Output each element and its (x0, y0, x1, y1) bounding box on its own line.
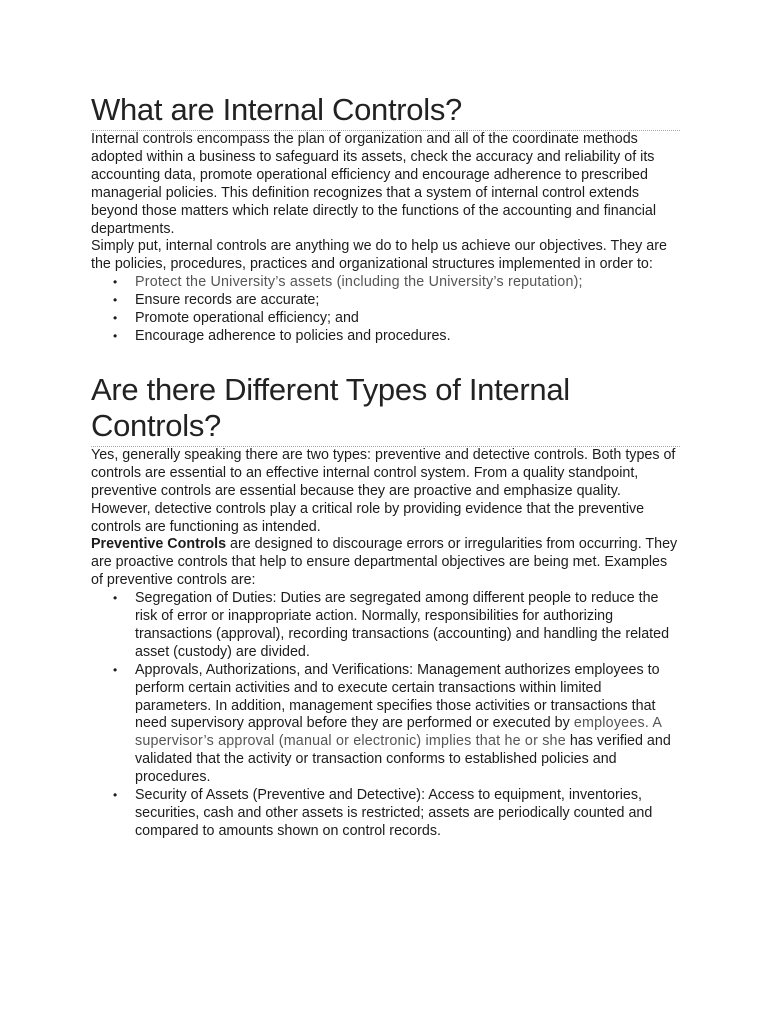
list-item (113, 787, 680, 841)
bullet-icon: • (113, 328, 118, 343)
list-item (113, 327, 680, 346)
section-heading-types-of-controls: Are there Different Types of Internal Controls? (91, 372, 680, 447)
list-item-text: Protect the University’s assets (including the University’s reputation); (135, 274, 583, 291)
list-item (113, 274, 680, 292)
section-heading-internal-controls: What are Internal Controls? (91, 92, 680, 131)
list-item (113, 292, 680, 310)
list-item-text-light: employees. A supervisor’s approval (manual or electronic) implies that he or she (135, 715, 662, 750)
list-item (113, 590, 680, 662)
bullet-icon: • (113, 293, 118, 308)
list-item-text: has verified and validated that the activity or transaction conforms to established policies and procedures. (135, 733, 671, 786)
types-paragraph: Yes, generally speaking there are two types: preventive and detective controls. Both types of controls are essential to an effective internal control system. From a quality standpoint, preventive controls are essential because they are proactive and emphasize quality. However, detective controls play a critical role by providing evidence that the preventive controls are functioning as intended. (91, 446, 676, 535)
list-item-text: Approvals, Authorizations, and Verifications: Management authorizes employees to perform certain activities and to execute certain transactions within limited parameters. In addition, management specifies those activities or transactions that need supervisory approval before they are performed or executed by (135, 661, 660, 732)
preventive-controls-description: are designed to discourage errors or irregularities from occurring. They are proactive controls that help to ensure departmental objectives are being met. Examples of preventive controls are: (91, 536, 678, 589)
bullet-icon: • (113, 275, 118, 290)
bullet-icon: • (113, 788, 118, 803)
list-item-text: Segregation of Duties: Duties are segregated among different people to reduce the risk of error or inappropriate action. Normally, responsibilities for authorizing transactions (approval), recording transactions (accounting) and handling the related asset (custody) are divided. (135, 590, 670, 660)
bullet-icon: • (113, 662, 118, 677)
list-item-text: Encourage adherence to policies and procedures. (135, 327, 451, 344)
intro-paragraph: Internal controls encompass the plan of organization and all of the coordinate methods adopted within a business to safeguard its assets, check the accuracy and reliability of its accounting data, promote operational efficiency and encourage adherence to prescribed managerial policies. This definition recognizes that a system of internal control extends beyond those matters which relate directly to the functions of the accounting and financial departments. (91, 131, 657, 237)
list-item-text: Ensure records are accurate; (135, 292, 320, 309)
bullet-icon: • (113, 311, 118, 326)
preventive-controls-term: Preventive Controls (91, 536, 227, 553)
preventive-examples-list (91, 590, 680, 841)
objectives-list (91, 274, 680, 346)
bullet-icon: • (113, 591, 118, 606)
list-item (113, 661, 680, 787)
list-item-text: Promote operational efficiency; and (135, 310, 359, 327)
simply-put-paragraph: Simply put, internal controls are anything we do to help us achieve our objectives. They are the policies, procedures, practices and organizational structures implemented in order to: (91, 238, 667, 273)
list-item (113, 310, 680, 328)
preventive-controls-paragraph (91, 536, 680, 590)
list-item-text: Security of Assets (Preventive and Detective): Access to equipment, inventories, securities, cash and other assets is restricted; assets are periodically counted and compared to amounts shown on control records. (135, 787, 653, 839)
